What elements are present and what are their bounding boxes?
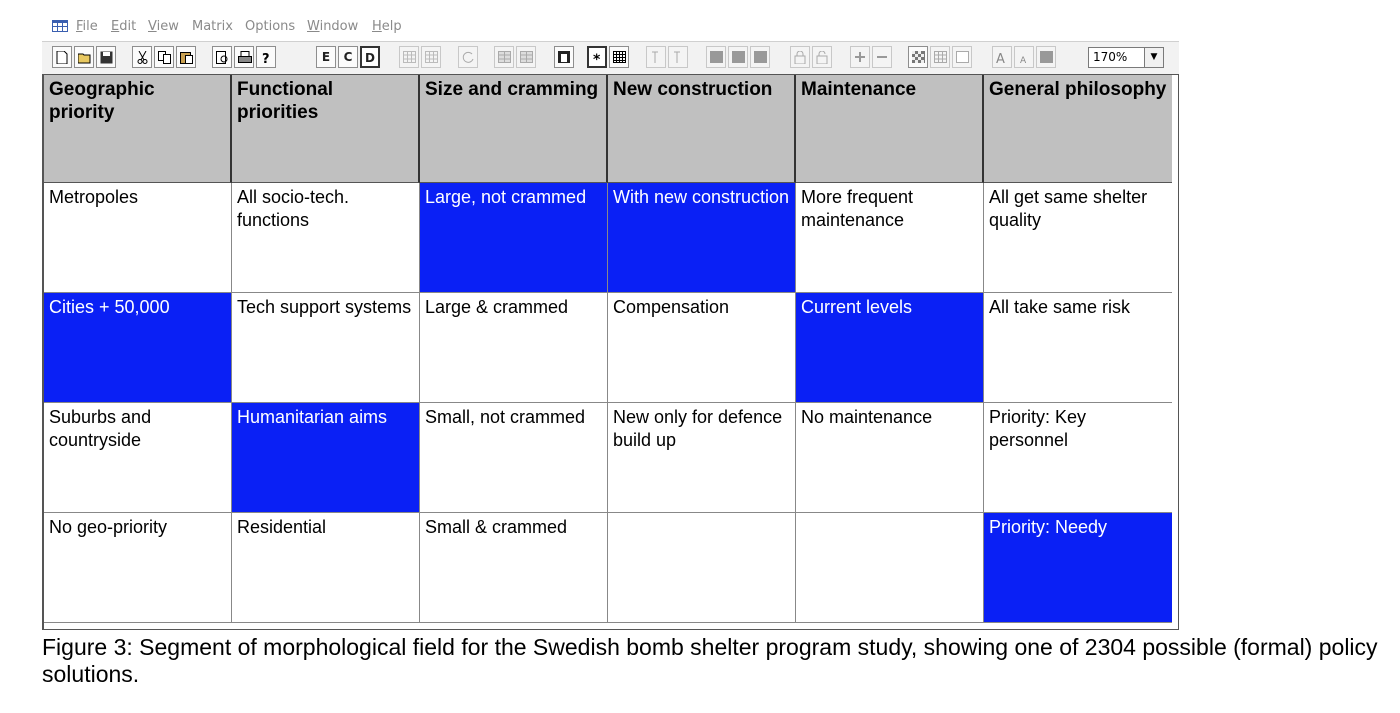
svg-text:?: ? xyxy=(262,52,270,65)
menu-file[interactable]: File xyxy=(76,19,98,34)
fill-1-button[interactable] xyxy=(706,46,726,68)
color-button[interactable] xyxy=(1036,46,1056,68)
mode-c-button[interactable]: C xyxy=(338,46,358,68)
matrix-cell[interactable]: Priority: Key personnel xyxy=(984,403,1172,513)
checkerboard-icon xyxy=(912,51,925,63)
matrix-view-2-button[interactable] xyxy=(516,46,536,68)
column-header[interactable]: New construction xyxy=(608,75,796,183)
fill-2-button[interactable] xyxy=(728,46,748,68)
format-2-button[interactable] xyxy=(668,46,688,68)
matrix-column xyxy=(608,75,796,629)
matrix-cell[interactable]: All take same risk xyxy=(984,293,1172,403)
floppy-disk-icon xyxy=(100,51,113,64)
svg-text:*: * xyxy=(593,52,601,64)
menu-options[interactable]: Options xyxy=(245,19,296,34)
new-file-icon xyxy=(56,51,68,64)
unlock-icon xyxy=(816,51,828,64)
grid-lines-button[interactable] xyxy=(930,46,950,68)
print-preview-button[interactable] xyxy=(212,46,232,68)
matrix-cell[interactable]: New only for defence build up xyxy=(608,403,796,513)
color-block-icon xyxy=(1040,51,1053,63)
matrix-cell-selected[interactable]: With new construction xyxy=(608,183,796,293)
question-mark-icon xyxy=(260,51,272,65)
matrix-cell[interactable]: No maintenance xyxy=(796,403,984,513)
matrix-cell-selected[interactable]: Large, not crammed xyxy=(420,183,608,293)
matrix-cell-selected[interactable]: Cities + 50,000 xyxy=(44,293,232,403)
lock-icon xyxy=(794,51,806,64)
fill-block-icon xyxy=(710,51,723,63)
font-decrease-icon xyxy=(1018,51,1032,64)
format-1-button[interactable] xyxy=(646,46,666,68)
fill-block-icon xyxy=(754,51,767,63)
help-button[interactable] xyxy=(256,46,276,68)
matrix-cell[interactable]: Small & crammed xyxy=(420,513,608,623)
scissors-icon xyxy=(136,51,149,64)
matrix-cell[interactable]: Compensation xyxy=(608,293,796,403)
menu-window[interactable]: Window xyxy=(307,19,359,34)
column-header[interactable]: General philosophy xyxy=(984,75,1172,183)
plus-icon xyxy=(854,51,866,63)
remove-button[interactable] xyxy=(872,46,892,68)
font-smaller-button[interactable] xyxy=(1014,46,1034,68)
print-preview-icon xyxy=(216,51,229,64)
fill-3-button[interactable] xyxy=(750,46,770,68)
column-header[interactable]: Functional priorities xyxy=(232,75,420,183)
grid-icon xyxy=(613,51,626,63)
full-grid-button[interactable] xyxy=(609,46,629,68)
menu-matrix[interactable]: Matrix xyxy=(192,19,233,34)
printer-icon xyxy=(238,51,252,64)
matrix-cell-selected[interactable]: Current levels xyxy=(796,293,984,403)
minus-icon xyxy=(876,51,888,63)
matrix-cell[interactable]: All socio-tech. functions xyxy=(232,183,420,293)
pattern-button[interactable] xyxy=(908,46,928,68)
paste-button[interactable] xyxy=(176,46,196,68)
svg-text:A: A xyxy=(1020,56,1027,64)
column-header[interactable]: Geographic priority xyxy=(44,75,232,183)
svg-text:A: A xyxy=(996,52,1005,64)
asterisk-icon xyxy=(592,52,604,64)
morphological-matrix xyxy=(42,74,1179,630)
grid-icon xyxy=(425,51,438,63)
print-button[interactable] xyxy=(234,46,254,68)
font-larger-button[interactable] xyxy=(992,46,1012,68)
blank-button[interactable] xyxy=(952,46,972,68)
toolbar xyxy=(42,41,1179,75)
app-icon xyxy=(52,20,68,32)
morphology-app-window xyxy=(42,14,1179,628)
refresh-icon xyxy=(462,51,475,64)
matrix-column xyxy=(232,75,420,629)
grid-view-2-button[interactable] xyxy=(421,46,441,68)
new-file-button[interactable] xyxy=(52,46,72,68)
matrix-cell[interactable]: Tech support systems xyxy=(232,293,420,403)
matrix-cell[interactable]: Small, not crammed xyxy=(420,403,608,513)
matrix-cell-selected[interactable]: Humanitarian aims xyxy=(232,403,420,513)
fill-block-icon xyxy=(732,51,745,63)
menu-help[interactable]: Help xyxy=(372,19,402,34)
matrix-cell[interactable] xyxy=(796,513,984,623)
text-format-icon xyxy=(650,51,662,64)
matrix-cell[interactable]: More frequent maintenance xyxy=(796,183,984,293)
empty-box-icon xyxy=(956,51,969,63)
save-button[interactable] xyxy=(96,46,116,68)
matrix-cell[interactable]: All get same shelter quality xyxy=(984,183,1172,293)
matrix-cell[interactable]: No geo-priority xyxy=(44,513,232,623)
matrix-cell[interactable]: Suburbs and countryside xyxy=(44,403,232,513)
matrix-column xyxy=(44,75,232,629)
matrix-column xyxy=(796,75,984,629)
matrix-cell[interactable]: Residential xyxy=(232,513,420,623)
matrix-column xyxy=(984,75,1172,629)
matrix-cell[interactable] xyxy=(608,513,796,623)
figure-caption: Figure 3: Segment of morphological field for the Swedish bomb shelter program study, showing one of 2304 possible (formal) policy solutions. xyxy=(42,634,1378,687)
chevron-down-icon[interactable]: ▼ xyxy=(1144,48,1163,67)
mode-d-button[interactable]: D xyxy=(360,46,380,68)
clipboard-icon xyxy=(180,51,193,64)
lock-button[interactable] xyxy=(790,46,810,68)
matrix-column xyxy=(420,75,608,629)
menu-bar xyxy=(42,14,1179,40)
grid-icon xyxy=(403,51,416,63)
menu-edit[interactable]: Edit xyxy=(111,19,137,34)
grid-view-button[interactable] xyxy=(399,46,419,68)
zoom-value: 170% xyxy=(1093,50,1128,64)
column-header[interactable]: Size and cramming xyxy=(420,75,608,183)
table-mode-button[interactable] xyxy=(554,46,574,68)
matrix-icon xyxy=(520,51,533,63)
mode-e-button[interactable]: E xyxy=(316,46,336,68)
column-icon xyxy=(558,51,570,63)
add-button[interactable] xyxy=(850,46,870,68)
copy-icon xyxy=(158,51,171,64)
matrix-cell[interactable]: Large & crammed xyxy=(420,293,608,403)
folder-open-icon xyxy=(78,51,92,64)
copy-button[interactable] xyxy=(154,46,174,68)
star-mode-button[interactable] xyxy=(587,46,607,68)
text-format-icon xyxy=(672,51,684,64)
matrix-cell-selected[interactable]: Priority: Needy xyxy=(984,513,1172,623)
open-file-button[interactable] xyxy=(74,46,94,68)
font-increase-icon xyxy=(996,51,1010,64)
column-header[interactable]: Maintenance xyxy=(796,75,984,183)
matrix-view-button[interactable] xyxy=(494,46,514,68)
menu-view[interactable]: View xyxy=(148,19,179,34)
cut-button[interactable] xyxy=(132,46,152,68)
grid-icon xyxy=(934,51,947,63)
refresh-button[interactable] xyxy=(458,46,478,68)
zoom-select[interactable] xyxy=(1088,47,1164,68)
matrix-cell[interactable]: Metropoles xyxy=(44,183,232,293)
matrix-icon xyxy=(498,51,511,63)
unlock-button[interactable] xyxy=(812,46,832,68)
